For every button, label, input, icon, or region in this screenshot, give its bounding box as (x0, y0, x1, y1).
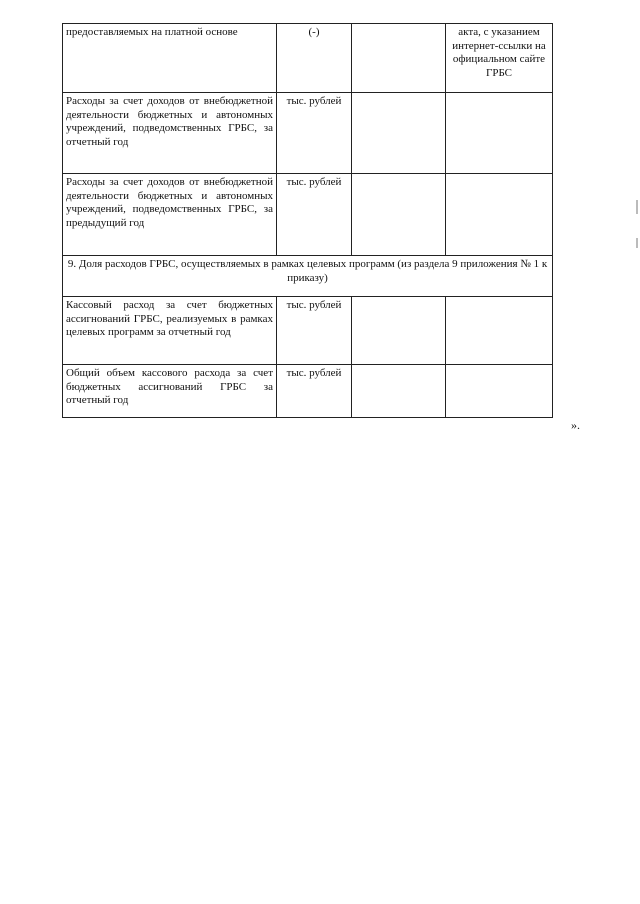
table-row (63, 174, 553, 256)
indicators-table (62, 23, 553, 418)
row-note (446, 365, 553, 418)
table-row (63, 93, 553, 174)
row-name: Кассовый расход за счет бюджетных ассигнований ГРБС, реализуемых в рамках целевых программ за отчетный год (63, 297, 277, 365)
closing-quote: ». (571, 418, 580, 432)
row-value (352, 365, 446, 418)
row-value (352, 297, 446, 365)
row-unit: тыс. рублей (277, 297, 352, 365)
row-value (352, 174, 446, 256)
scan-edge-mark (636, 238, 638, 248)
row-value (352, 24, 446, 93)
row-unit: тыс. рублей (277, 93, 352, 174)
section-9-heading: 9. Доля расходов ГРБС, осуществляемых в рамках целевых программ (из раздела 9 приложения № 1 к приказу) (63, 256, 553, 297)
row-name: Расходы за счет доходов от внебюджетной деятельности бюджетных и автономных учреждений, подведомственных ГРБС, за отчетный год (63, 93, 277, 174)
row-name: предоставляемых на платной основе (63, 24, 277, 93)
row-note (446, 174, 553, 256)
section-header-row (63, 256, 553, 297)
row-unit: тыс. рублей (277, 174, 352, 256)
row-note (446, 297, 553, 365)
row-unit: (-) (277, 24, 352, 93)
row-value (352, 93, 446, 174)
table-row (63, 365, 553, 418)
scan-edge-mark (636, 200, 638, 214)
row-note: акта, с указанием интернет-ссылки на официальном сайте ГРБС (446, 24, 553, 93)
table-row (63, 24, 553, 93)
row-note (446, 93, 553, 174)
row-name: Расходы за счет доходов от внебюджетной деятельности бюджетных и автономных учреждений, подведомственных ГРБС, за предыдущий год (63, 174, 277, 256)
row-name: Общий объем кассового расхода за счет бюджетных ассигнований ГРБС за отчетный год (63, 365, 277, 418)
table-row (63, 297, 553, 365)
row-unit: тыс. рублей (277, 365, 352, 418)
